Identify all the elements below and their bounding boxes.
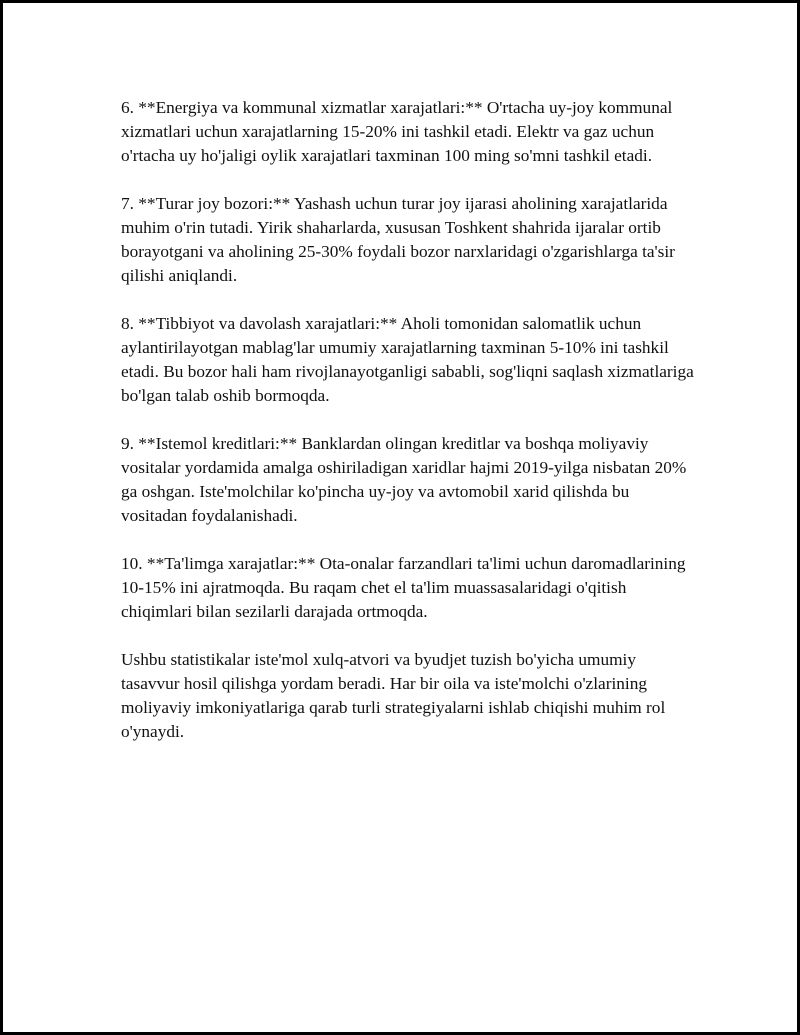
paragraph-consumer-credit: 9. **Istemol kreditlari:** Banklardan olingan kreditlar va boshqa moliyaviy vositalar yordamida amalga oshiriladigan xaridlar hajmi 2019-yilga nisbatan 20% ga oshgan. Iste'molchilar ko'pincha uy-joy va avtomobil xarid qilishda bu vositadan foydalanishadi. xyxy=(121,434,687,525)
paragraph-conclusion: Ushbu statistikalar iste'mol xulq-atvori va byudjet tuzish bo'yicha umumiy tasavvur hosil qilishga yordam beradi. Har bir oila va iste'molchi o'zlarining moliyaviy imkoniyatlariga qarab turli strategiyalarni ishlab chiqishi muhim rol o'ynaydi. xyxy=(121,650,666,741)
paragraph-energy-utilities: 6. **Energiya va kommunal xizmatlar xarajatlari:** O'rtacha uy-joy kommunal xizmatlari uchun xarajatlarning 15-20% ini tashkil etadi. Elektr va gaz uchun o'rtacha uy ho'jaligi oylik xarajatlari taxminan 100 ming so'mni tashkil etadi. xyxy=(121,98,673,165)
paragraph-housing-market: 7. **Turar joy bozori:** Yashash uchun turar joy ijarasi aholining xarajatlarida muhim o'rin tutadi. Yirik shaharlarda, xususan Toshkent shahrida ijaralar ortib borayotgani va aholining 25-30% foydali bozor narxlaridagi o'zgarishlarga ta'sir qilishi aniqlandi. xyxy=(121,194,675,285)
document-body xyxy=(121,96,695,768)
paragraph-education-expenses: 10. **Ta'limga xarajatlar:** Ota-onalar farzandlari ta'limi uchun daromadlarining 10-15% ini ajratmoqda. Bu raqam chet el ta'lim muassasalaridagi o'qitish chiqimlari bilan sezilarli darajada ortmoqda. xyxy=(121,554,686,621)
paragraph-medical-expenses: 8. **Tibbiyot va davolash xarajatlari:** Aholi tomonidan salomatlik uchun aylantirilayotgan mablag'lar umumiy xarajatlarning taxminan 5-10% ini tashkil etadi. Bu bozor hali ham rivojlanayotganligi sababli, sog'liqni saqlash xizmatlariga bo'lgan talab oshib bormoqda. xyxy=(121,314,694,405)
